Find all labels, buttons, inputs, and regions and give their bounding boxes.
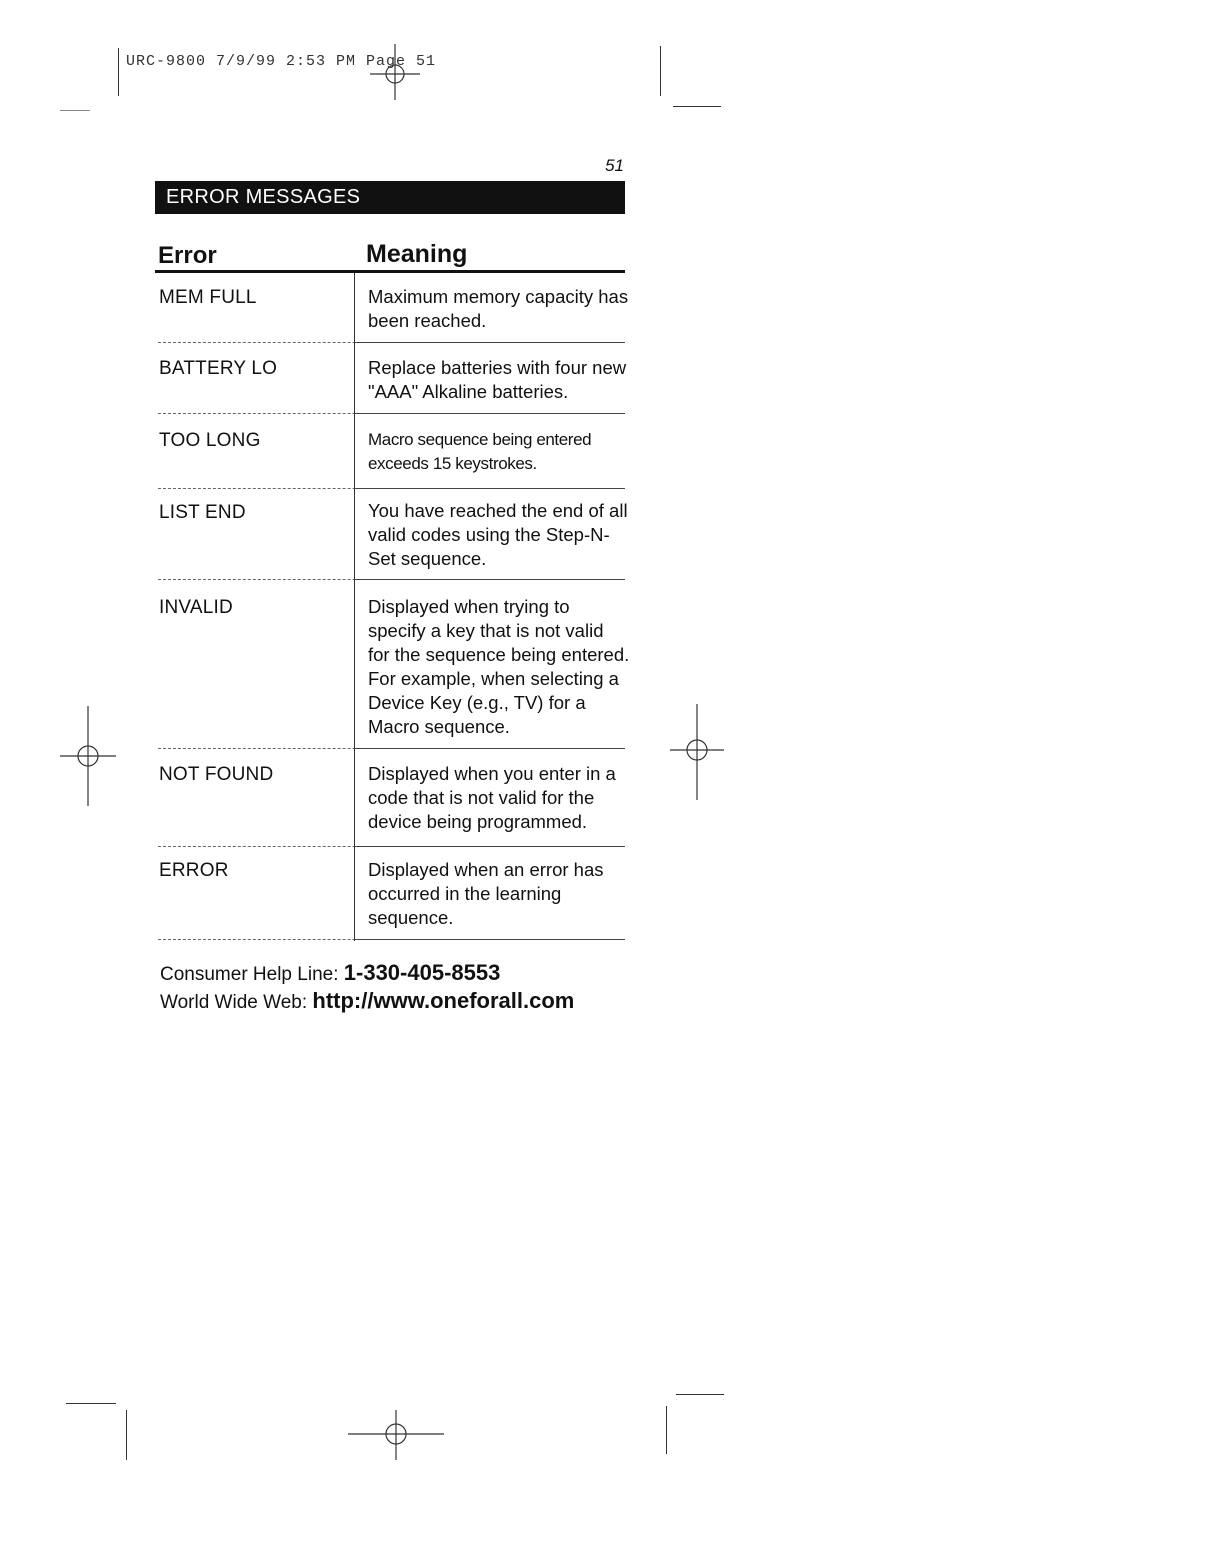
print-slug: URC-9800 7/9/99 2:53 PM Page 51 — [126, 53, 437, 70]
error-meaning: Maximum memory capacity has been reached. — [368, 286, 629, 331]
registration-mark-icon — [670, 704, 724, 800]
error-code: INVALID — [159, 597, 233, 618]
crop-mark — [60, 110, 90, 111]
registration-mark-icon — [348, 1410, 444, 1460]
crop-mark — [673, 106, 721, 107]
error-meaning: Displayed when an error has occurred in the learning sequence. — [368, 859, 604, 928]
crop-mark — [666, 1406, 667, 1454]
error-meaning: Displayed when you enter in a code that is not valid for the device being programmed. — [368, 763, 616, 832]
error-meaning: You have reached the end of all valid codes using the Step-N-Set sequence. — [368, 500, 628, 569]
row-divider — [158, 413, 625, 415]
error-meaning: Displayed when trying to specify a key that is not valid for the sequence being entered. For example, when selecting a Device Key (e.g., TV) for a Macro sequence. — [368, 596, 630, 737]
row-divider — [158, 846, 625, 848]
column-divider — [354, 273, 355, 941]
error-code: TOO LONG — [159, 430, 261, 451]
help-line-number: 1-330-405-8553 — [343, 960, 501, 985]
row-divider — [158, 488, 625, 490]
error-code: LIST END — [159, 502, 246, 523]
registration-mark-icon — [370, 44, 420, 100]
help-line-label: Consumer Help Line: — [160, 964, 339, 985]
crop-mark — [676, 1394, 724, 1395]
registration-mark-icon — [60, 706, 116, 806]
row-divider — [158, 748, 625, 750]
error-code: MEM FULL — [159, 287, 257, 308]
row-divider — [158, 939, 625, 941]
error-meaning: Macro sequence being entered exceeds 15 keystrokes. — [368, 430, 592, 473]
error-meaning: Replace batteries with four new "AAA" Alkaline batteries. — [368, 357, 627, 402]
column-header-error: Error — [158, 242, 217, 269]
crop-mark — [118, 48, 119, 96]
column-header-meaning: Meaning — [366, 240, 468, 268]
error-code: BATTERY LO — [159, 358, 278, 379]
error-code: NOT FOUND — [159, 764, 274, 785]
crop-mark — [66, 1403, 116, 1404]
row-divider — [158, 579, 625, 581]
row-divider — [158, 342, 625, 344]
help-line — [160, 960, 500, 986]
crop-mark — [660, 46, 661, 96]
web-label: World Wide Web: — [160, 992, 308, 1013]
web-address — [160, 988, 574, 1014]
section-title: ERROR MESSAGES — [155, 181, 625, 214]
error-code: ERROR — [159, 860, 229, 881]
page-number: 51 — [605, 156, 624, 175]
header-rule — [155, 270, 625, 273]
web-url: http://www.oneforall.com — [312, 988, 575, 1013]
crop-mark — [126, 1410, 127, 1460]
